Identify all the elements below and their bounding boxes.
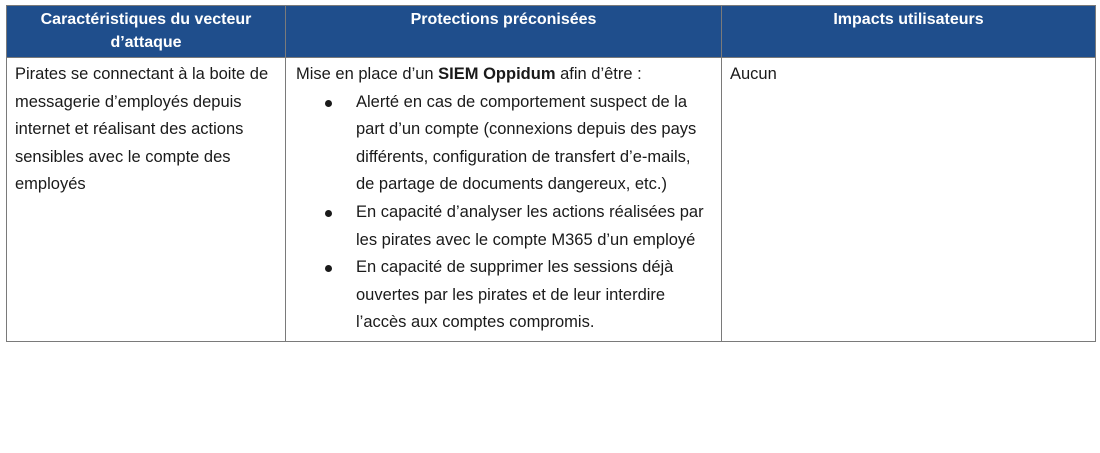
protections-list <box>296 89 709 337</box>
bullet-icon <box>325 100 332 107</box>
cell-user-impact: Aucun <box>722 58 1096 342</box>
bullet-icon <box>325 265 332 272</box>
protections-intro <box>296 61 709 89</box>
header-protections: Protections préconisées <box>286 6 722 58</box>
cell-attack-vector: Pirates se connectant à la boite de messagerie d’employés depuis internet et réalisant des actions sensibles avec le compte des employés <box>7 58 286 342</box>
bullet-icon <box>325 210 332 217</box>
bullet-text: En capacité d’analyser les actions réalisées par les pirates avec le compte M365 d’un employé <box>356 202 704 249</box>
security-measures-table <box>6 5 1096 342</box>
list-item <box>296 254 709 337</box>
intro-text-before: Mise en place d’un <box>296 65 439 83</box>
header-user-impacts: Impacts utilisateurs <box>722 6 1096 58</box>
siem-product-name: SIEM Oppidum <box>438 65 556 83</box>
intro-text-after: afin d’être : <box>555 65 642 83</box>
bullet-text: Alerté en cas de comportement suspect de la part d’un compte (connexions depuis des pays différents, configuration de transfert d’e-mails, de partage de documents dangereux, etc.) <box>356 92 697 194</box>
list-item <box>296 89 709 199</box>
list-item <box>296 199 709 254</box>
table-row <box>7 58 1096 342</box>
header-attack-vector: Caractéristiques du vecteur d’attaque <box>7 6 286 58</box>
bullet-text: En capacité de supprimer les sessions déjà ouvertes par les pirates et de leur interdire l’accès aux comptes compromis. <box>356 258 674 332</box>
cell-protections <box>286 58 722 342</box>
table-header-row <box>7 6 1096 58</box>
